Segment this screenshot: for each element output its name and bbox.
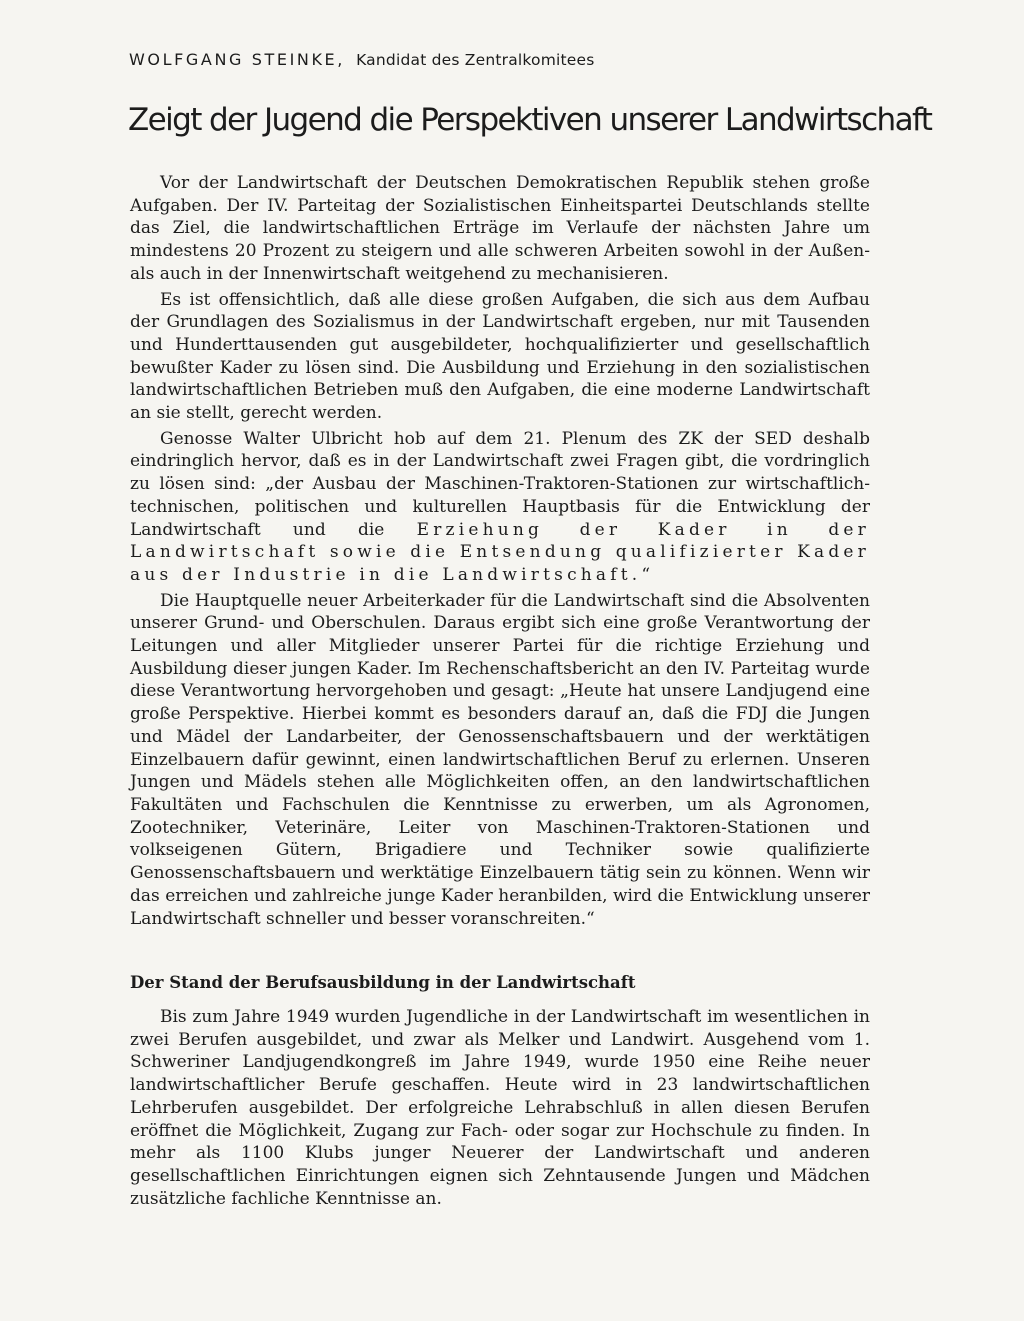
section-heading: Der Stand der Berufsausbildung in der Landwirtschaft bbox=[130, 973, 636, 992]
article-body bbox=[130, 172, 870, 930]
paragraph-sources: Die Hauptquelle neuer Arbeiterkader für die Landwirtschaft sind die Absolventen unserer Grund- und Oberschulen. Daraus ergibt sich eine große Verantwortung der Leitungen und aller Mitglieder unserer Partei für die richtige Erziehung und Ausbildung dieser jungen Kader. Im Rechenschaftsbericht an den IV. Parteitag wurde diese Verantwortung hervorgehoben und gesagt: „Heute hat unsere Landjugend eine große Perspektive. Hierbei kommt es besonders darauf an, daß die FDJ die Jungen und Mädel der Landarbeiter, der Genossenschaftsbauern und der werktätigen Einzelbauern dafür gewinnt, einen landwirtschaftlichen Beruf zu erlernen. Unseren Jungen und Mädels stehen alle Möglichkeiten offen, an den landwirtschaftlichen Fakultäten und Fachschulen die Kenntnisse zu erwerben, um als Agronomen, Zootechniker, Veterinäre, Leiter von Maschinen-Traktoren-Stationen und volkseigenen Gütern, Brigadiere und Techniker sowie qualifizierte Genossenschaftsbauern und werktätige Einzelbauern tätig sein zu können. Wenn wir das erreichen und zahlreiche junge Kader heranbilden, wird die Entwicklung unserer Landwirtschaft schneller und besser voranschreiten.“ bbox=[130, 590, 870, 929]
quote-intro: Genosse Walter Ulbricht hob auf dem 21. Plenum des ZK der SED deshalb eindringlich hervor, daß es in der Landwirtschaft zwei Fragen gibt, die vordringlich zu lösen sind: „der Ausbau der Maschinen-Traktoren-Stationen zur wirtschaftlich-technischen, politischen und kulturellen Hauptbasis für die Entwicklung der Landwirtschaft und die bbox=[130, 428, 870, 540]
section-body bbox=[130, 1006, 870, 1210]
author-name: WOLFGANG STEINKE, bbox=[129, 50, 345, 69]
section-paragraph: Bis zum Jahre 1949 wurden Jugendliche in der Landwirtschaft im wesentlichen in zwei Berufen ausgebildet, und zwar als Melker und Landwirt. Ausgehend vom 1. Schweriner Landjugendkongreß im Jahre 1949, wurde 1950 eine Reihe neuer landwirtschaftlicher Berufe geschaffen. Heute wird in 23 landwirtschaftlichen Lehrberufen ausgebildet. Der erfolgreiche Lehrabschluß in allen diesen Berufen eröffnet die Möglichkeit, Zugang zur Fach- oder sogar zur Hochschule zu finden. In mehr als 1100 Klubs junger Neuerer der Landwirtschaft und anderen gesellschaftlichen Einrichtungen eignen sich Zehntausende Jungen und Mädchen zusätzliche fachliche Kenntnisse an. bbox=[130, 1007, 870, 1209]
author-role: Kandidat des Zentralkomitees bbox=[356, 51, 595, 69]
paragraph-quote bbox=[130, 428, 870, 587]
article-title: Zeigt der Jugend die Perspektiven unserer Landwirtschaft bbox=[128, 102, 932, 138]
author-line bbox=[129, 50, 595, 69]
paragraph-1: Vor der Landwirtschaft der Deutschen Demokratischen Republik stehen große Aufgaben. Der IV. Parteitag der Sozialistischen Einheitspartei Deutschlands stellte das Ziel, die landwirtschaftlichen Erträge im Verlaufe der nächsten Jahre um mindestens 20 Prozent zu steigern und alle schweren Arbeiten sowohl in der Außen- als auch in der Innenwirtschaft weitgehend zu mechanisieren. bbox=[130, 173, 870, 284]
quote-emphasis: Erziehung der Kader in der Landwirtschaft sowie die Entsendung qualifizierter Kader aus der Industrie in die Landwirtschaft.“ bbox=[130, 519, 871, 585]
paragraph-2: Es ist offensichtlich, daß alle diese großen Aufgaben, die sich aus dem Aufbau der Grundlagen des Sozialismus in der Landwirtschaft ergeben, nur mit Tausenden und Hunderttausenden gut ausgebildeter, hochqualifizierter und gesellschaftlich bewußter Kader zu lösen sind. Die Ausbildung und Erziehung in den sozialistischen landwirtschaftlichen Betrieben muß den Aufgaben, die eine moderne Landwirtschaft an sie stellt, gerecht werden. bbox=[130, 289, 870, 424]
